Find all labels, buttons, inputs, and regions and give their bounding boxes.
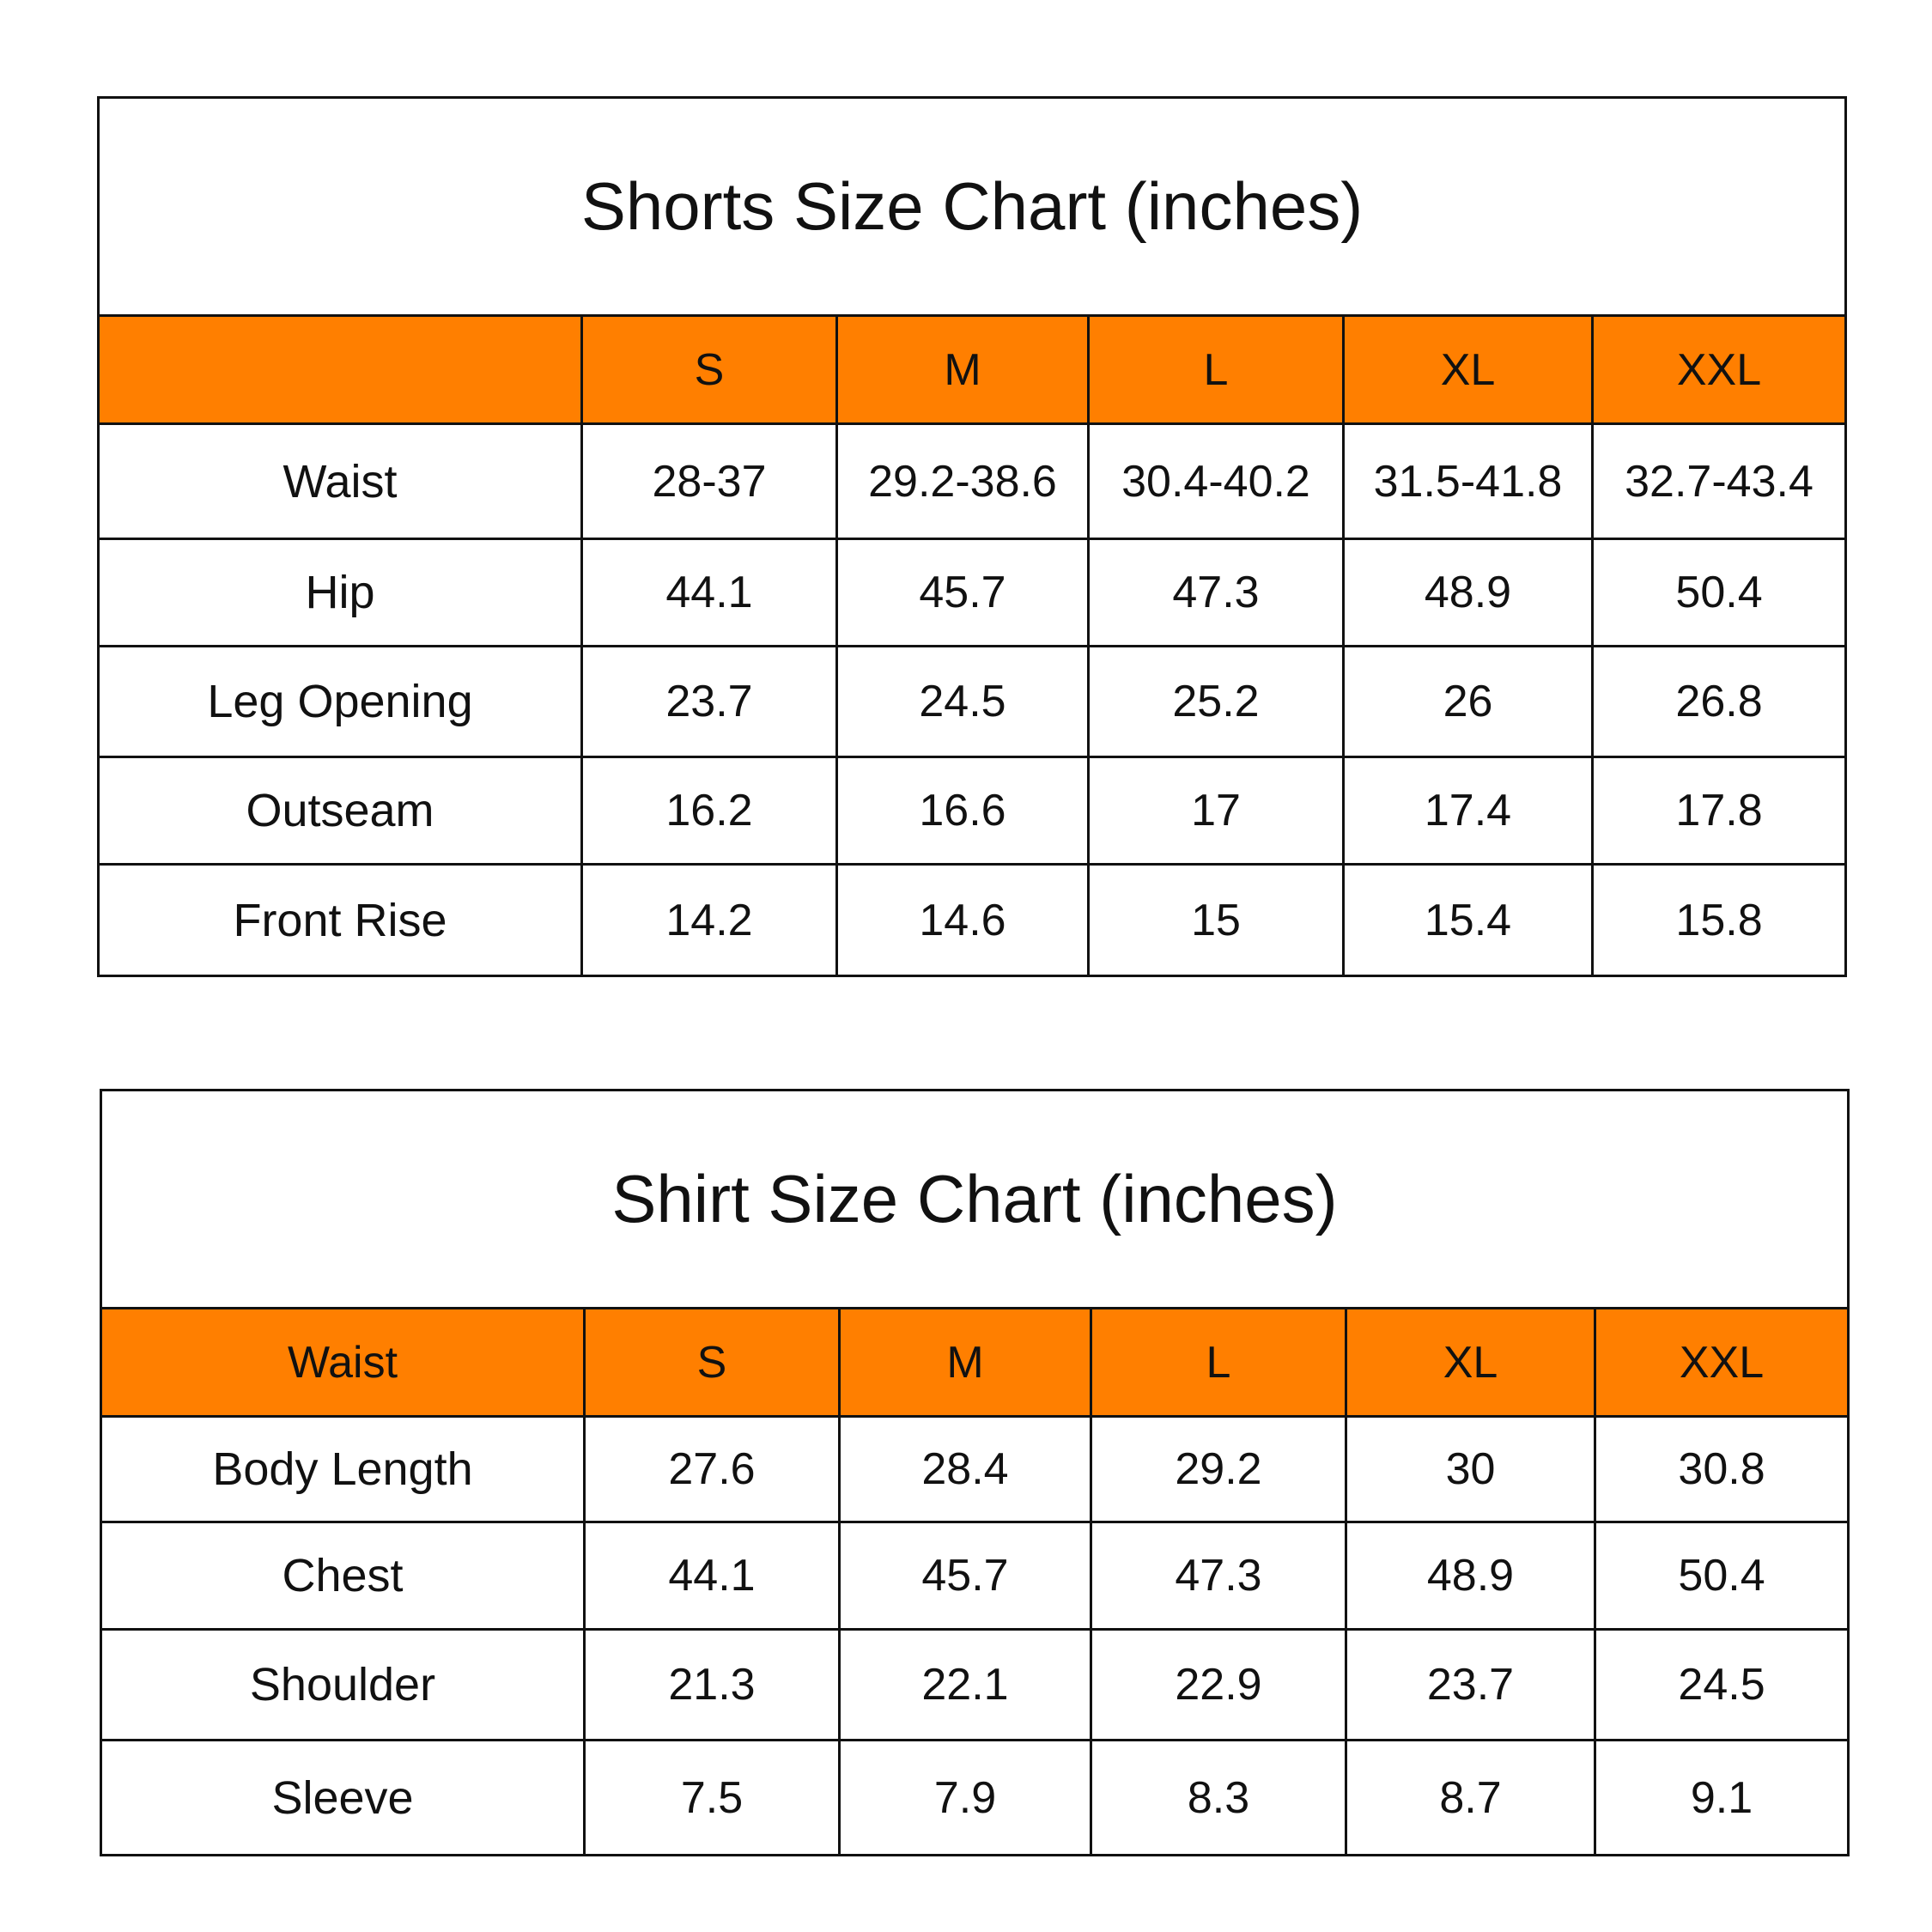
table-cell: 8.3 [1091,1741,1346,1856]
table-cell: 50.4 [1593,539,1846,647]
row-label: Waist [99,424,582,539]
table-cell: 15 [1089,865,1344,976]
shirt-header-m: M [840,1309,1091,1417]
table-row [101,1630,1849,1741]
shorts-title-row [99,98,1846,316]
row-label: Sleeve [101,1741,585,1856]
shorts-header-xxl: XXL [1593,316,1846,424]
shirt-title-row [101,1091,1849,1309]
row-label: Outseam [99,757,582,865]
table-row [99,539,1846,647]
table-cell: 30.4-40.2 [1089,424,1344,539]
table-row [99,757,1846,865]
table-cell: 14.2 [582,865,837,976]
table-cell: 9.1 [1595,1741,1849,1856]
table-cell: 45.7 [837,539,1089,647]
table-cell: 21.3 [585,1630,840,1741]
shorts-header-l: L [1089,316,1344,424]
table-cell: 17.8 [1593,757,1846,865]
table-cell: 45.7 [840,1522,1091,1630]
shorts-header-s: S [582,316,837,424]
table-cell: 7.9 [840,1741,1091,1856]
shirt-header-s: S [585,1309,840,1417]
shorts-size-table [97,96,1847,977]
table-cell: 27.6 [585,1417,840,1522]
table-cell: 47.3 [1089,539,1344,647]
row-label: Shoulder [101,1630,585,1741]
table-cell: 29.2 [1091,1417,1346,1522]
table-cell: 16.2 [582,757,837,865]
table-row [99,424,1846,539]
table-row [101,1741,1849,1856]
table-cell: 17 [1089,757,1344,865]
row-label: Hip [99,539,582,647]
table-row [99,865,1846,976]
table-cell: 14.6 [837,865,1089,976]
table-cell: 8.7 [1346,1741,1595,1856]
shirt-table-title: Shirt Size Chart (inches) [101,1091,1849,1309]
row-label: Chest [101,1522,585,1630]
table-cell: 30 [1346,1417,1595,1522]
table-cell: 31.5-41.8 [1344,424,1593,539]
table-cell: 23.7 [1346,1630,1595,1741]
table-cell: 16.6 [837,757,1089,865]
shirt-header-corner: Waist [101,1309,585,1417]
table-cell: 48.9 [1344,539,1593,647]
table-cell: 30.8 [1595,1417,1849,1522]
table-cell: 26.8 [1593,647,1846,757]
shirt-header-row [101,1309,1849,1417]
table-cell: 24.5 [1595,1630,1849,1741]
table-cell: 50.4 [1595,1522,1849,1630]
shorts-header-xl: XL [1344,316,1593,424]
table-cell: 28.4 [840,1417,1091,1522]
shirt-header-l: L [1091,1309,1346,1417]
table-cell: 47.3 [1091,1522,1346,1630]
table-cell: 23.7 [582,647,837,757]
table-cell: 15.4 [1344,865,1593,976]
shorts-table-title: Shorts Size Chart (inches) [99,98,1846,316]
table-cell: 48.9 [1346,1522,1595,1630]
table-cell: 22.9 [1091,1630,1346,1741]
row-label: Front Rise [99,865,582,976]
shorts-header-m: M [837,316,1089,424]
shirt-header-xxl: XXL [1595,1309,1849,1417]
table-cell: 44.1 [582,539,837,647]
table-row [101,1417,1849,1522]
shirt-header-xl: XL [1346,1309,1595,1417]
table-cell: 25.2 [1089,647,1344,757]
table-cell: 15.8 [1593,865,1846,976]
shorts-header-corner [99,316,582,424]
table-cell: 17.4 [1344,757,1593,865]
row-label: Body Length [101,1417,585,1522]
table-cell: 44.1 [585,1522,840,1630]
table-cell: 24.5 [837,647,1089,757]
table-row [99,647,1846,757]
table-cell: 29.2-38.6 [837,424,1089,539]
shorts-header-row [99,316,1846,424]
row-label: Leg Opening [99,647,582,757]
table-row [101,1522,1849,1630]
table-cell: 28-37 [582,424,837,539]
table-cell: 7.5 [585,1741,840,1856]
shirt-size-table [100,1089,1850,1856]
table-cell: 26 [1344,647,1593,757]
table-cell: 32.7-43.4 [1593,424,1846,539]
table-cell: 22.1 [840,1630,1091,1741]
